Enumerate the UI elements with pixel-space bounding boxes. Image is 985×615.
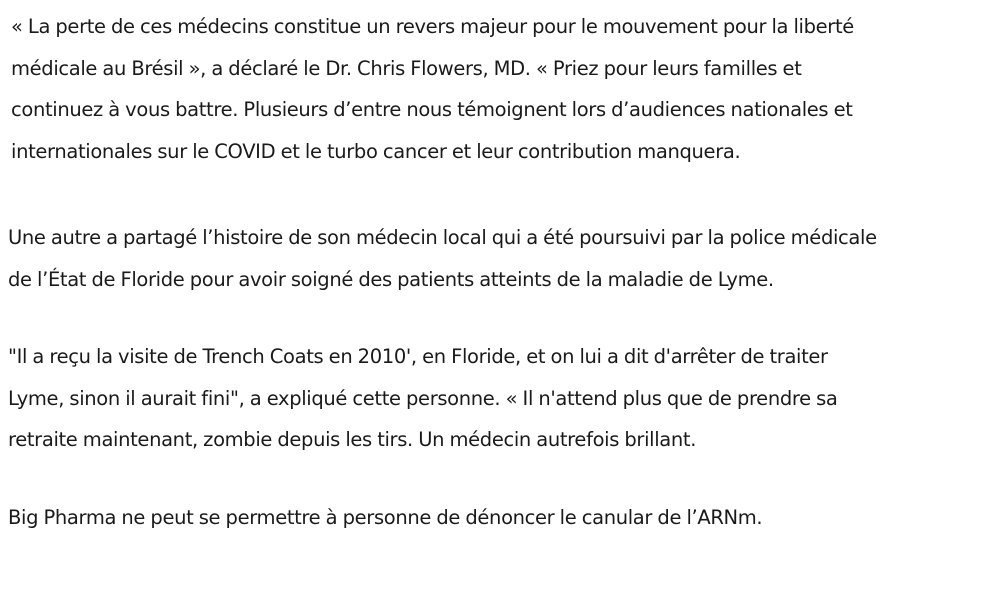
paragraph-line: « La perte de ces médecins constitue un revers majeur pour le mouvement pour la liberté xyxy=(11,15,854,38)
paragraph-line: retraite maintenant, zombie depuis les tirs. Un médecin autrefois brillant. xyxy=(8,428,697,451)
paragraph-line: Une autre a partagé l’histoire de son médecin local qui a été poursuivi par la police médicale xyxy=(8,226,877,249)
paragraph-big-pharma xyxy=(8,497,762,539)
paragraph-line: Lyme, sinon il aurait fini", a expliqué cette personne. « Il n'attend plus que de prendre sa xyxy=(8,386,838,410)
paragraph-line: "Il a reçu la visite de Trench Coats en 2010', en Floride, et on lui a dit d'arrêter de traiter xyxy=(8,345,828,368)
paragraph-florida-doctor xyxy=(8,217,877,300)
paragraph-line: internationales sur le COVID et le turbo cancer et leur contribution manquera. xyxy=(11,139,741,163)
paragraph-quote-flowers xyxy=(11,6,854,172)
paragraph-line: médicale au Brésil », a déclaré le Dr. Chris Flowers, MD. « Priez pour leurs familles et xyxy=(11,56,802,80)
paragraph-line: de l’État de Floride pour avoir soigné des patients atteints de la maladie de Lyme. xyxy=(8,267,774,291)
paragraph-line: Big Pharma ne peut se permettre à personne de dénoncer le canular de l’ARNm. xyxy=(8,506,763,529)
paragraph-line: continuez à vous battre. Plusieurs d’entre nous témoignent lors d’audiences nationales et xyxy=(11,98,853,121)
paragraph-trench-coats xyxy=(8,336,838,461)
